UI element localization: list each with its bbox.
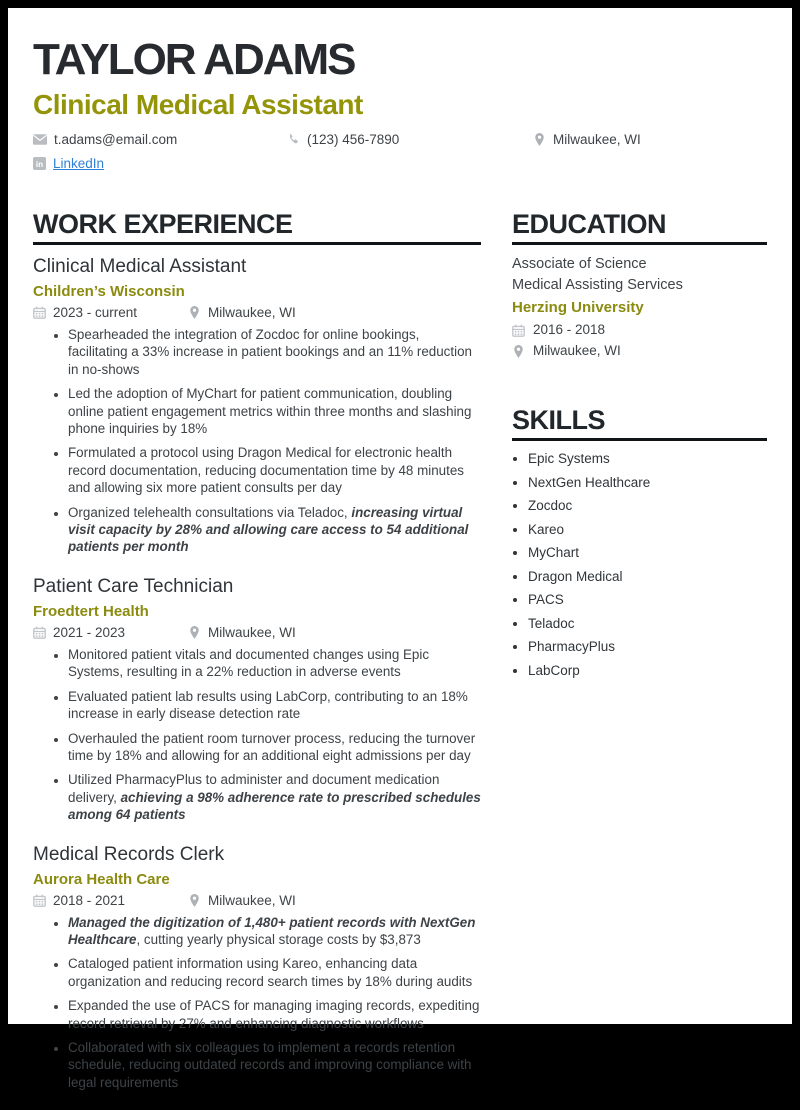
job-location-group	[188, 305, 296, 320]
bullet-item: • Spearheaded the integration of Zocdoc for online bookings, facilitating a 33% increase in patient bookings and an 11% reduction in no-shows	[68, 326, 481, 378]
job-title: Medical Records Clerk	[33, 843, 225, 865]
skills-heading: SKILLS	[512, 405, 606, 435]
job-dates-group	[33, 625, 188, 640]
company-name: Aurora Health Care	[33, 870, 170, 888]
job-location: Milwaukee, WI	[208, 305, 296, 320]
skill-item: • MyChart	[528, 544, 767, 562]
bullet-item: • Overhauled the patient room turnover process, reducing the turnover time by 18% and allowing for an additional eight admissions per day	[68, 730, 481, 765]
skill-item: • Zocdoc	[528, 497, 767, 515]
location-pin-icon	[188, 625, 201, 640]
job-dates: 2021 - 2023	[53, 624, 126, 640]
job-dates: 2018 - 2021	[53, 892, 126, 908]
location-text: Milwaukee, WI	[553, 132, 641, 147]
bullet-item: • Cataloged patient information using Kareo, enhancing data organization and reducing record search times by 18% during audits	[68, 955, 481, 990]
contact-info	[33, 132, 767, 171]
job-dates-group	[33, 305, 188, 320]
school-name: Herzing University	[512, 299, 644, 316]
bullet-item: • Monitored patient vitals and documented changes using Epic Systems, resulting in a 22% reduction in adverse events	[68, 646, 481, 681]
resume-page	[8, 8, 792, 1090]
phone-text: (123) 456-7890	[307, 132, 400, 147]
job-entry	[33, 575, 481, 824]
linkedin-link[interactable]: LinkedIn	[53, 156, 105, 171]
location-pin-icon	[533, 132, 546, 147]
company-name: Froedtert Health	[33, 602, 149, 620]
calendar-icon	[33, 626, 46, 639]
job-dates: 2023 - current	[53, 305, 138, 320]
location-pin-icon	[512, 344, 525, 359]
skills-list	[512, 450, 767, 680]
skill-item: • PharmacyPlus	[528, 638, 767, 656]
skill-item: • Teladoc	[528, 615, 767, 633]
education-section	[512, 210, 767, 360]
person-title: Clinical Medical Assistant	[33, 89, 363, 120]
education-heading: EDUCATION	[512, 209, 666, 239]
job-location-group	[188, 893, 296, 908]
bullet-item: • Utilized PharmacyPlus to administer and document medication delivery, achieving a 98% adherence rate to prescribed schedules among 64 patients	[68, 771, 481, 823]
contact-phone	[287, 132, 533, 147]
bullet-item: • Collaborated with six colleagues to implement a records retention schedule, reducing outdated records and improving compliance with legal requirements	[68, 1039, 481, 1091]
calendar-icon	[33, 894, 46, 907]
envelope-icon	[33, 134, 47, 145]
job-location: Milwaukee, WI	[208, 892, 296, 908]
job-bullets	[33, 914, 481, 1092]
bullet-item: • Evaluated patient lab results using LabCorp, contributing to an 18% increase in early disease detection rate	[68, 688, 481, 723]
degree-line: Associate of Science	[512, 256, 647, 272]
work-experience-section	[33, 210, 481, 1110]
skill-item: • LabCorp	[528, 662, 767, 680]
calendar-icon	[33, 306, 46, 319]
job-dates-group	[33, 893, 188, 908]
bullet-item: • Managed the digitization of 1,480+ patient records with NextGen Healthcare, cutting yearly physical storage costs by $3,873	[68, 914, 481, 949]
company-name: Children’s Wisconsin	[33, 283, 185, 300]
resume-header	[33, 35, 767, 171]
jobs-list	[33, 255, 481, 1091]
skill-item: • Dragon Medical	[528, 568, 767, 586]
linkedin-icon	[33, 157, 46, 170]
education-location: Milwaukee, WI	[533, 343, 621, 358]
person-name: TAYLOR ADAMS	[33, 35, 355, 84]
bullet-item: • Led the adoption of MyChart for patient communication, doubling online patient engagement metrics within three months and slashing phone inquiries by 18%	[68, 385, 481, 437]
bullet-item: • Formulated a protocol using Dragon Medical for electronic health record documentation, reducing documentation time by 48 minutes and allowing six more patient consults per day	[68, 444, 481, 496]
job-meta-row	[33, 893, 481, 908]
education-location-row	[512, 342, 767, 360]
job-bullets	[33, 646, 481, 824]
bullet-item: • Organized telehealth consultations via Teladoc, increasing virtual visit capacity by 28% and allowing care access to 54 additional patients per month	[68, 504, 481, 556]
bullet-item: • Expanded the use of PACS for managing imaging records, expediting record retrieval by 27% and enhancing diagnostic workflows	[68, 997, 481, 1032]
skill-item: • PACS	[528, 591, 767, 609]
content-columns	[33, 210, 767, 1110]
job-title: Patient Care Technician	[33, 575, 234, 597]
skill-item: • Epic Systems	[528, 450, 767, 468]
job-meta-row	[33, 305, 481, 320]
work-experience-heading: WORK EXPERIENCE	[33, 209, 293, 239]
location-pin-icon	[188, 305, 201, 320]
phone-icon	[287, 133, 300, 146]
job-location: Milwaukee, WI	[208, 624, 296, 640]
education-dates: 2016 - 2018	[533, 322, 606, 337]
skills-section	[512, 406, 767, 680]
job-meta-row	[33, 625, 481, 640]
job-bullets	[33, 326, 481, 556]
heading-rule	[512, 438, 767, 441]
degree-line: Medical Assisting Services	[512, 277, 683, 293]
calendar-icon	[512, 324, 525, 337]
contact-location	[533, 132, 767, 147]
location-pin-icon	[188, 893, 201, 908]
job-entry	[33, 843, 481, 1092]
heading-rule	[512, 242, 767, 245]
contact-linkedin	[33, 156, 767, 171]
education-dates-row	[512, 321, 767, 339]
email-text: t.adams@email.com	[54, 132, 178, 147]
skill-item: • NextGen Healthcare	[528, 474, 767, 492]
contact-email	[33, 132, 287, 147]
job-location-group	[188, 625, 296, 640]
education-entry	[512, 254, 767, 360]
heading-rule	[33, 242, 481, 245]
job-entry	[33, 255, 481, 556]
skill-item: • Kareo	[528, 521, 767, 539]
right-column	[512, 210, 767, 1110]
job-title: Clinical Medical Assistant	[33, 256, 247, 277]
svg-text:in: in	[35, 159, 44, 169]
